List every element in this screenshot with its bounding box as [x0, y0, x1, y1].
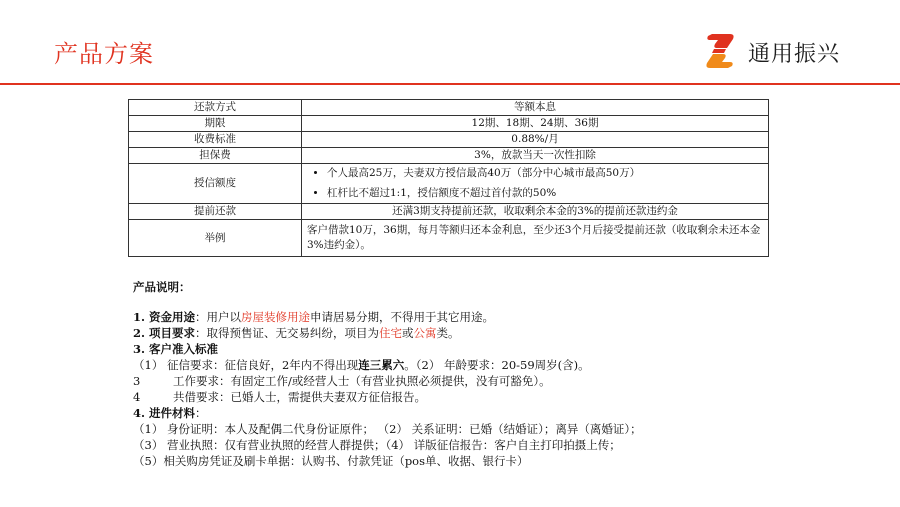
table-row [129, 100, 769, 116]
brand-logo-icon [700, 31, 740, 71]
row-value: 客户借款10万，36期，每月等额归还本金利息，至少还3个月后接受提前还款（收取剩余未还本金3%违约金）。 [302, 220, 769, 257]
row-value: 12期、18期、24期、36期 [302, 116, 769, 132]
page-title: 产品方案 [54, 40, 154, 68]
row-key: 授信额度 [129, 164, 302, 204]
list-item: • 个人最高25万，夫妻双方授信最高40万（部分中心城市最高50万） [327, 166, 763, 181]
row-key: 还款方式 [129, 100, 302, 116]
list-item: • 杠杆比不超过1:1，授信额度不超过首付款的50% [327, 186, 763, 201]
note-materials-heading: 4. 进件材料： [133, 406, 207, 420]
table-row [129, 164, 769, 204]
brand-logo [700, 31, 890, 71]
row-value: 等额本息 [302, 100, 769, 116]
note-fund-usage: 1. 资金用途：用户以房屋装修用途申请居易分期，不得用于其它用途。 [133, 310, 495, 324]
note-materials-2: （3） 营业执照：仅有营业执照的经营人群提供；（4） 详版征信报告：客户自主打印拍摄上传； [133, 438, 621, 452]
row-key: 提前还款 [129, 204, 302, 220]
note-admission-heading: 3. 客户准入标准 [133, 342, 219, 356]
table-row [129, 220, 769, 257]
note-materials-1: （1） 身份证明：本人及配偶二代身份证原件； （2） 关系证明：已婚（结婚证）；离异（离婚证）； [133, 422, 642, 436]
header-divider [0, 83, 900, 85]
table-row [129, 116, 769, 132]
row-key: 举例 [129, 220, 302, 257]
note-project-requirement: 2. 项目要求：取得预售证、无交易纠纷，项目为住宅或公寓类。 [133, 326, 460, 340]
row-value: 还满3期支持提前还款，收取剩余本金的3%的提前还款违约金 [302, 204, 769, 220]
note-materials-3: （5）相关购房凭证及刷卡单据：认购书、付款凭证（pos单、收据、银行卡） [133, 454, 529, 468]
table-row [129, 148, 769, 164]
brand-name: 通用振兴 [748, 42, 841, 67]
note-coborrow-requirement: 4 共借要求：已婚人士，需提供夫妻双方征信报告。 [133, 390, 426, 404]
row-key: 期限 [129, 116, 302, 132]
row-value: 0.88%/月 [302, 132, 769, 148]
table-row [129, 132, 769, 148]
row-key: 担保费 [129, 148, 302, 164]
note-work-requirement: 3 工作要求：有固定工作/或经营人士（有营业执照必须提供，没有可豁免）。 [133, 374, 551, 388]
credit-limit-list [307, 166, 763, 201]
row-value: 3%，放款当天一次性扣除 [302, 148, 769, 164]
table-row [129, 204, 769, 220]
row-key: 收费标准 [129, 132, 302, 148]
product-notes [133, 279, 833, 469]
notes-heading: 产品说明： [133, 280, 191, 294]
row-value [302, 164, 769, 204]
note-credit-age: （1） 征信要求：征信良好，2年内不得出现连三累六。（2） 年龄要求：20-59周岁(含)。 [133, 358, 590, 372]
product-table [128, 99, 769, 257]
